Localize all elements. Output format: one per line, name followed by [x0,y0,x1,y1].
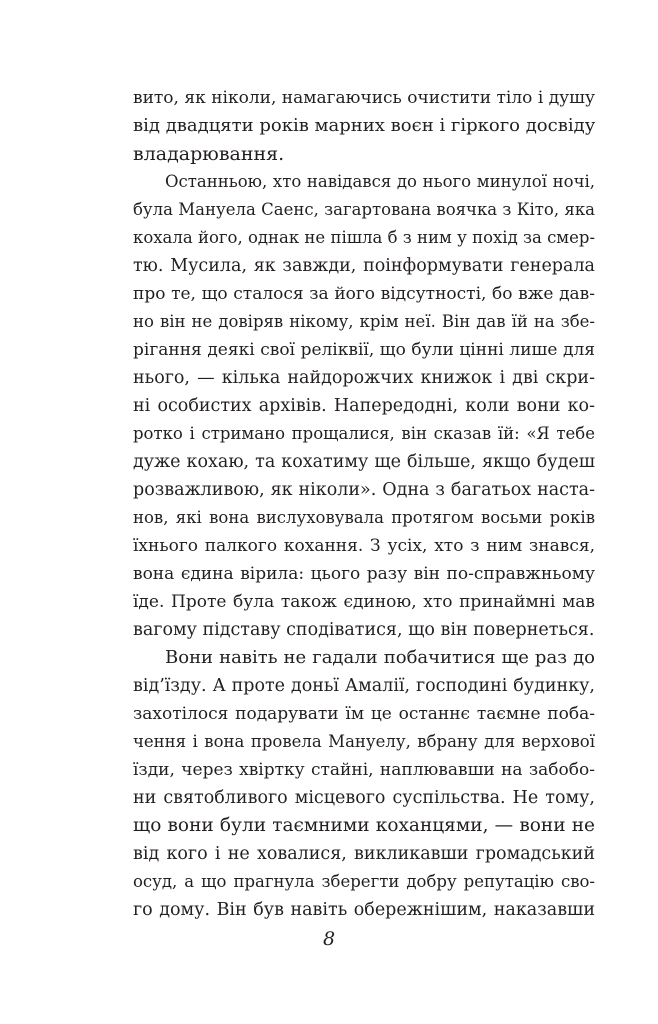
page-number: 8 [322,928,336,950]
text-line: від двадцяти років марних воєн і гіркого досвіду [133,115,596,136]
text-line: що вони були таємними коханцями, — вони не [133,815,595,836]
text-line: вагому підставу сподіватися, що він повернеться. [133,620,595,640]
text-line: го дому. Він був навіть обережнішим, наказавши [133,900,595,920]
text-line: дуже кохаю, та кохатиму ще більше, якщо будеш [133,452,595,472]
text-line: їзди, через хвіртку стайні, наплювавши на забобо- [133,760,595,780]
text-line: вито, як ніколи, намагаючись очистити тіло і душу [133,88,595,108]
text-line: чення і вона провела Мануелу, вбрану для верхової [133,732,595,751]
text-line: ни святобливого місцевого суспільства. Не тому, [133,788,595,808]
text-line: була Мануела Саенс, загартована воячка з Кіто, яка [133,200,595,219]
text-line: їде. Проте була також єдиною, хто принаймні мав [133,592,595,612]
text-line: про те, що сталося за його відсутності, бо вже дав- [133,284,595,304]
text-line: Останньою, хто навідався до нього минулої ночі, [165,172,595,191]
text-line: тю. Мусила, як завжди, поінформувати генерала [133,256,595,276]
text-line: вона єдина вірила: цього разу він по-справжньому [133,564,595,584]
text-line: від кого і не ховалися, викликавши громадський [133,844,595,864]
text-line: їхнього палкого кохання. З усіх, хто з ним знався, [133,536,595,556]
text-line: нов, які вона вислуховувала протягом восьми років [133,508,595,527]
text-line: осуд, а що прагнула зберегти добру репутацію сво- [133,872,595,891]
text-line: но він не довіряв нікому, крім неї. Він дав їй на збе- [133,312,595,331]
text-line: владарювання. [133,143,285,165]
text-line: кохала його, однак не пішла б з ним у похід за смер- [133,228,596,247]
text-line: ротко і стримано прощалися, він сказав їй: «Я тебе [133,424,595,443]
text-line: рігання деякі свої реліквії, що були цінні лише для [133,340,595,360]
text-line: розважливою, як ніколи». Одна з багатьох наста- [133,480,595,500]
text-line: Вони навіть не гадали побачитися ще раз до [165,647,595,668]
text-line: нього, — кілька найдорожчих книжок і дві скри- [133,368,595,388]
text-line: ні особистих архівів. Напередодні, коли вони ко- [133,396,595,416]
text-line: від’їзду. А проте доньї Амалії, господині будинку, [133,676,595,696]
text-line: захотілося подарувати їм це останнє таємне поба- [133,704,595,724]
